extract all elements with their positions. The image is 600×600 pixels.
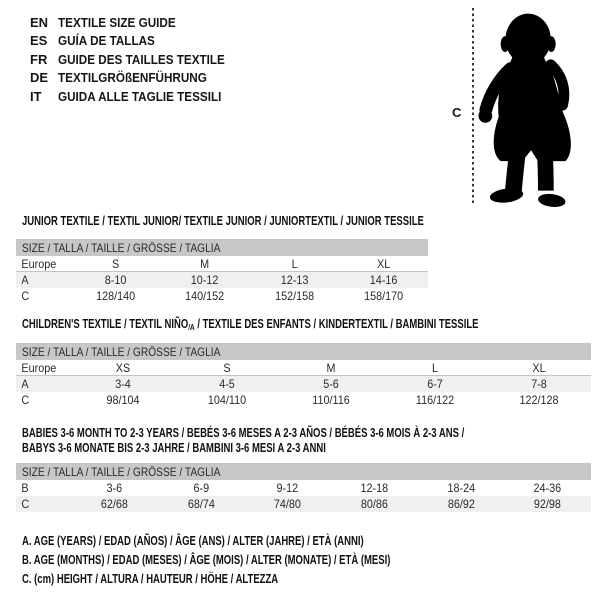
size-cell: 12-18 bbox=[360, 481, 389, 495]
row-label-c: C bbox=[21, 497, 30, 511]
junior-columns-row bbox=[16, 256, 428, 272]
language-row-fr bbox=[30, 50, 243, 69]
footnote-text: B. AGE (MONTHS) / EDAD (MESES) / ÂGE (MOIS) / ALTER (MONATE) / ETÀ (MESI) bbox=[22, 552, 391, 567]
size-cell: 4-5 bbox=[219, 377, 235, 391]
language-row-en bbox=[30, 13, 243, 32]
size-cell: 122/128 bbox=[519, 393, 559, 407]
language-row-it bbox=[30, 87, 243, 106]
size-cell: 14-16 bbox=[369, 273, 398, 287]
guide-title: GUIDA ALLE TAGLIE TESSILI bbox=[58, 88, 222, 104]
row-label-c: C bbox=[21, 289, 30, 303]
size-cell: 110/116 bbox=[312, 393, 350, 407]
language-row-es bbox=[30, 32, 243, 51]
guide-title: TEXTILE SIZE GUIDE bbox=[58, 14, 176, 30]
children-title-text-cont: / TEXTILE DES ENFANTS / KINDERTEXTIL / BAMBINI TESSILE bbox=[194, 317, 479, 331]
size-header-text: SIZE / TALLA / TAILLE / GRÖSSE / TAGLIA bbox=[22, 344, 221, 359]
language-row-de bbox=[30, 69, 243, 88]
babies-age-row bbox=[16, 480, 591, 496]
footnote-b bbox=[22, 550, 507, 569]
size-cell: 98/104 bbox=[106, 393, 140, 407]
size-cell: 62/68 bbox=[100, 497, 128, 511]
babies-title-line2 bbox=[22, 441, 600, 457]
junior-section-title: JUNIOR TEXTILE / TEXTIL JUNIOR/ TEXTILE JUNIOR / JUNIORTEXTIL / JUNIOR TESSILE bbox=[22, 214, 424, 228]
children-title-subscript: /A bbox=[188, 322, 195, 332]
column-header: M bbox=[200, 256, 210, 271]
size-cell: 6-7 bbox=[427, 377, 443, 391]
size-cell: 140/152 bbox=[185, 289, 225, 303]
column-header: XL bbox=[532, 360, 546, 375]
size-cell: 116/122 bbox=[415, 393, 455, 407]
column-header: L bbox=[431, 360, 439, 375]
size-cell: 80/86 bbox=[360, 497, 388, 511]
height-measure-label: C bbox=[452, 105, 462, 120]
row-label-europe: Europe bbox=[21, 360, 57, 375]
height-measure-dotted-line bbox=[472, 8, 474, 206]
size-cell: 152/158 bbox=[274, 289, 314, 303]
row-label-europe: Europe bbox=[21, 256, 57, 271]
footnote-text: C. (cm) HEIGHT / ALTURA / HAUTEUR / HÖHE / ALTEZZA bbox=[22, 571, 279, 586]
guide-title: TEXTILGRÖßENFÜHRUNG bbox=[58, 70, 207, 86]
guide-title: GUIDE DES TAILLES TEXTILE bbox=[58, 51, 225, 67]
size-cell: 3-4 bbox=[115, 377, 131, 391]
babies-section-title bbox=[22, 425, 600, 456]
junior-age-row bbox=[16, 272, 428, 288]
footnote-a bbox=[22, 531, 507, 550]
children-age-row bbox=[16, 376, 591, 392]
size-cell: 92/98 bbox=[534, 497, 562, 511]
column-header: S bbox=[223, 360, 231, 375]
babies-size-table bbox=[16, 463, 591, 512]
size-cell: 8-10 bbox=[104, 273, 127, 287]
row-label-a: A bbox=[21, 273, 29, 287]
language-code: ES bbox=[30, 33, 48, 49]
babies-title-text: BABIES 3-6 MONTH TO 2-3 YEARS / BEBÉS 3-6 MESES A 2-3 AÑOS / BÉBÉS 3-6 MOIS À 2-3 ANS / bbox=[22, 425, 465, 440]
size-cell: 18-24 bbox=[447, 481, 475, 495]
column-header: S bbox=[112, 256, 120, 271]
row-label-b: B bbox=[21, 481, 29, 495]
language-code: IT bbox=[30, 88, 42, 104]
size-cell: 10-12 bbox=[191, 273, 219, 287]
babies-title-text: BABYS 3-6 MONATE BIS 2-3 JAHRE / BAMBINI 3-6 MESI A 2-3 ANNI bbox=[22, 441, 326, 456]
footnote-text: A. AGE (YEARS) / EDAD (AÑOS) / ÂGE (ANS) / ALTER (JAHRE) / ETÀ (ANNI) bbox=[22, 533, 364, 548]
children-size-header-bar bbox=[16, 343, 591, 360]
children-size-table bbox=[16, 343, 591, 408]
junior-size-header-bar bbox=[16, 239, 428, 256]
size-cell: 5-6 bbox=[323, 377, 339, 391]
footnote-c bbox=[22, 569, 507, 588]
language-code: DE bbox=[30, 70, 49, 86]
babies-size-header-bar bbox=[16, 463, 591, 480]
size-cell: 86/92 bbox=[447, 497, 475, 511]
size-cell: 6-9 bbox=[193, 481, 209, 495]
size-cell: 3-6 bbox=[106, 481, 123, 495]
children-section-title bbox=[22, 317, 478, 332]
children-columns-row bbox=[16, 360, 591, 376]
row-label-c: C bbox=[21, 393, 30, 407]
size-header-text: SIZE / TALLA / TAILLE / GRÖSSE / TAGLIA bbox=[22, 240, 221, 255]
size-cell: 7-8 bbox=[531, 377, 547, 391]
size-cell: 74/80 bbox=[274, 497, 302, 511]
size-cell: 158/170 bbox=[363, 289, 403, 303]
children-title-text: CHILDREN'S TEXTILE / TEXTIL NIÑO bbox=[22, 317, 189, 331]
size-cell: 12-13 bbox=[280, 273, 308, 287]
size-cell: 68/74 bbox=[187, 497, 215, 511]
column-header: L bbox=[291, 256, 298, 271]
size-cell: 104/110 bbox=[207, 393, 247, 407]
row-label-a: A bbox=[21, 377, 29, 391]
column-header: M bbox=[326, 360, 336, 375]
legend-footnotes bbox=[22, 531, 507, 588]
babies-title-line1 bbox=[22, 425, 600, 441]
language-code: EN bbox=[30, 14, 49, 30]
size-header-text: SIZE / TALLA / TAILLE / GRÖSSE / TAGLIA bbox=[22, 464, 221, 479]
guide-title: GUÍA DE TALLAS bbox=[58, 33, 155, 49]
language-code: FR bbox=[30, 51, 48, 67]
junior-height-row bbox=[16, 288, 428, 304]
babies-height-row bbox=[16, 496, 591, 512]
language-title-block bbox=[30, 13, 243, 106]
size-cell: 128/140 bbox=[96, 289, 136, 303]
junior-size-table bbox=[16, 239, 428, 304]
column-header: XL bbox=[376, 256, 390, 271]
column-header: XS bbox=[115, 360, 131, 375]
size-cell: 9-12 bbox=[276, 481, 299, 495]
children-height-row bbox=[16, 392, 591, 408]
size-cell: 24-36 bbox=[533, 481, 562, 495]
baby-silhouette-icon bbox=[478, 5, 596, 213]
